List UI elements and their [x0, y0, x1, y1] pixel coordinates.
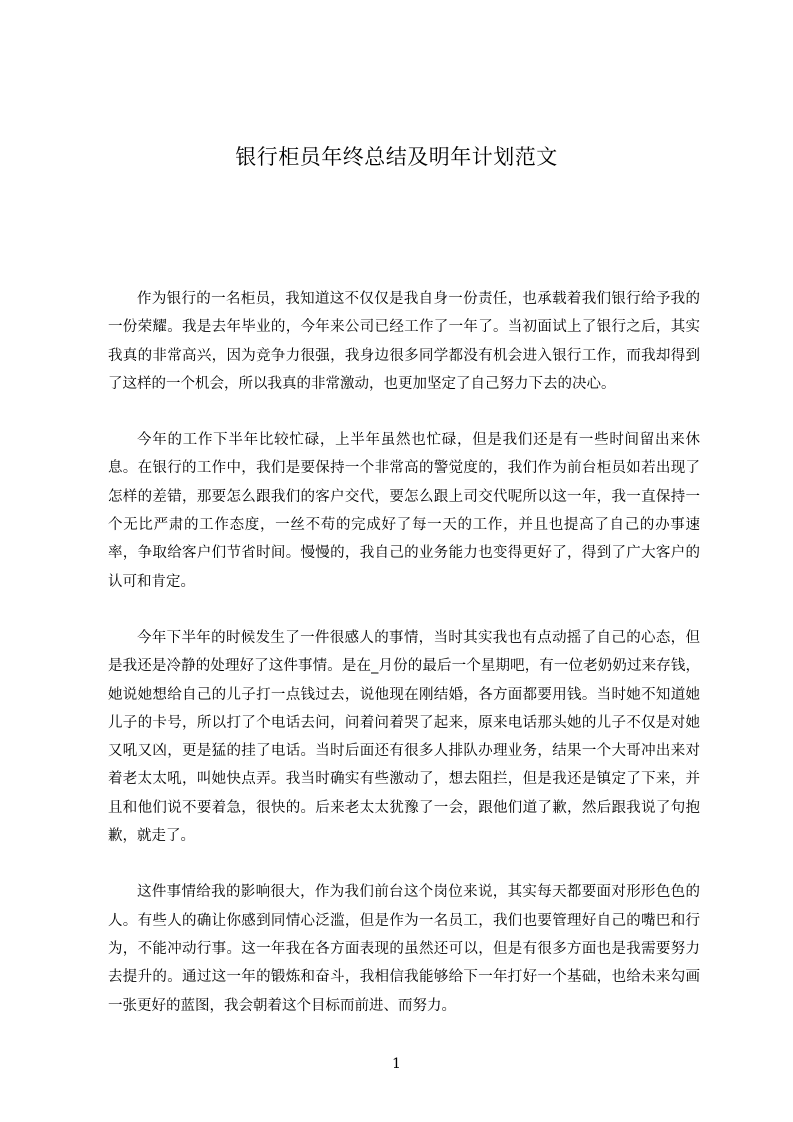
- paragraph-4: 这件事情给我的影响很大，作为我们前台这个岗位来说，其实每天都要面对形形色色的人。有些人的确让你感到同情心泛滥，但是作为一名员工，我们也要管理好自己的嘴巴和行为，不能冲动行事。这一年我在各方面表现的虽然还可以，但是有很多方面也是我需要努力去提升的。通过这一年的锻炼和奋斗，我相信我能够给下一年打好一个基础，也给未来勾画一张更好的蓝图，我会朝着这个目标而前进、而努力。: [108, 884, 700, 1014]
- paragraph-3: 今年下半年的时候发生了一件很感人的事情，当时其实我也有点动摇了自己的心态，但是我还是冷静的处理好了这件事情。是在_月份的最后一个星期吧，有一位老奶奶过来存钱，她说她想给自己的儿子打一点钱过去，说他现在刚结婚，各方面都要用钱。当时她不知道她儿子的卡号，所以打了个电话去问，问着问着哭了起来，原来电话那头她的儿子不仅是对她又吼又凶，更是猛的挂了电话。当时后面还有很多人排队办理业务，结果一个大哥冲出来对着老太太吼，叫她快点弄。我当时确实有些激动了，想去阻拦，但是我还是镇定了下来，并且和他们说不要着急，很快的。后来老太太犹豫了一会，跟他们道了歉，然后跟我说了句抱歉，就走了。: [108, 629, 700, 845]
- document-body: [108, 285, 700, 1048]
- paragraph-1: 作为银行的一名柜员，我知道这不仅仅是我自身一份责任，也承载着我们银行给予我的一份荣耀。我是去年毕业的，今年来公司已经工作了一年了。当初面试上了银行之后，其实我真的非常高兴，因为竞争力很强，我身边很多同学都没有机会进入银行工作，而我却得到了这样的一个机会，所以我真的非常激动，也更加坚定了自己努力下去的决心。: [108, 291, 700, 392]
- page-number: 1: [392, 1056, 401, 1072]
- paragraph-2: 今年的工作下半年比较忙碌，上半年虽然也忙碌，但是我们还是有一些时间留出来休息。在银行的工作中，我们是要保持一个非常高的警觉度的，我们作为前台柜员如若出现了怎样的差错，那要怎么跟我们的客户交代，要怎么跟上司交代呢所以这一年，我一直保持一个无比严肃的工作态度，一丝不苟的完成好了每一天的工作，并且也提高了自己的办事速率，争取给客户们节省时间。慢慢的，我自己的业务能力也变得更好了，得到了广大客户的认可和肯定。: [108, 432, 700, 590]
- document-title: 银行柜员年终总结及明年计划范文: [235, 145, 558, 169]
